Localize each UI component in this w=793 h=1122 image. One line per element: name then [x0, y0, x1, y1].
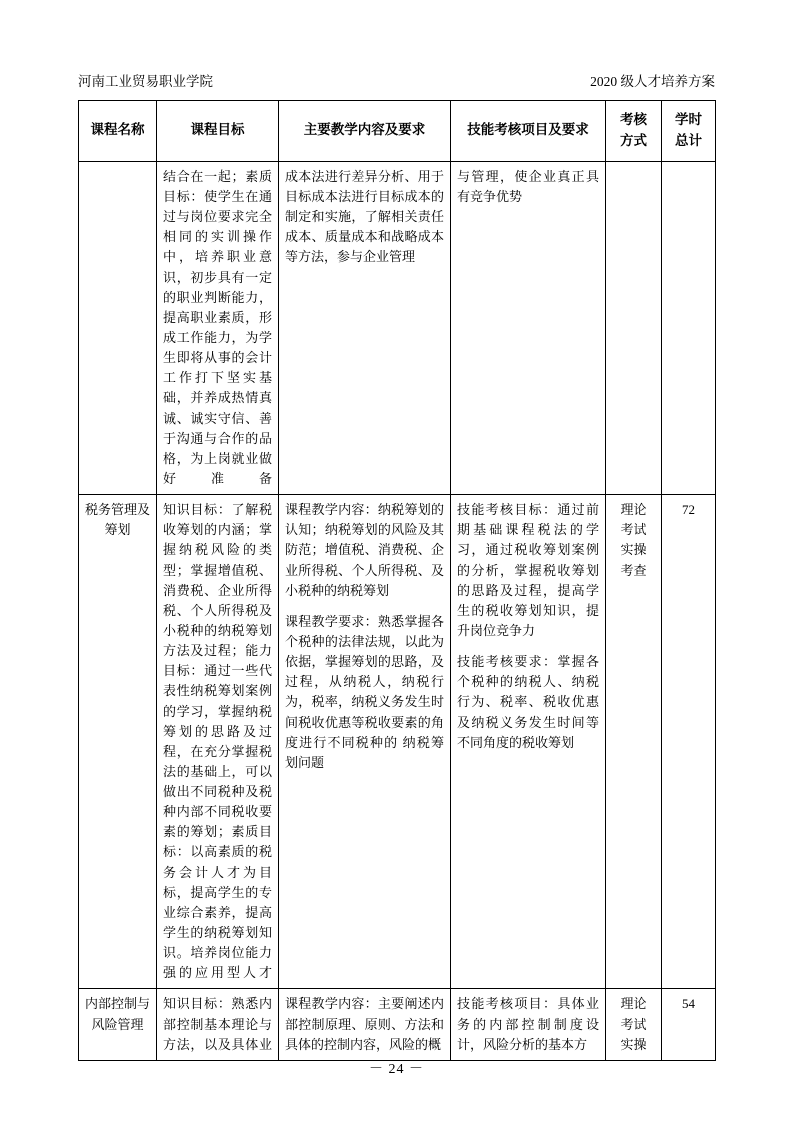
cell-teaching-content: 成本法进行差异分析、用于目标成本法进行目标成本的制定和实施，了解相关责任成本、质量成本和战略成本等方法，参与企业管理 [279, 161, 451, 494]
column-header-teaching-content: 主要教学内容及要求 [279, 101, 451, 162]
header-institution: 河南工业贸易职业学院 [78, 74, 213, 89]
cell-total-hours: 72 [662, 495, 716, 989]
assessment-method-line1: 考核 [620, 112, 647, 127]
page-header [78, 68, 715, 90]
assessment-method-line: 考试 [620, 1016, 647, 1032]
assessment-method-line: 实操 [620, 1036, 647, 1052]
column-header-total-hours [662, 101, 716, 162]
assessment-method-line: 考试 [620, 522, 647, 538]
cell-teaching-content [279, 495, 451, 989]
column-header-skill-assessment: 技能考核项目及要求 [451, 101, 606, 162]
cell-assessment-method [606, 495, 662, 989]
cell-course-goal: 结合在一起；素质目标：使学生在通过与岗位要求完全相同的实训操作中，培养职业意识，初步具有一定的职业判断能力，提高职业素质，形成工作能力，为学生即将从事的会计工作打下坚实基础，并养成热情真诚、诚实守信、善于沟通与合作的品格，为上岗就业做好准备 [157, 161, 279, 494]
skill-assessment-paragraph-1: 技能考核目标：通过前期基础课程税法的学习，通过税收筹划案例的分析，掌握税收筹划的思路及过程，提高学生的税收筹划知识，提升岗位竞争力 [457, 502, 599, 638]
table-row [79, 161, 716, 494]
assessment-method-line: 实操 [620, 542, 647, 558]
cell-assessment-method [606, 161, 662, 494]
cell-skill-assessment: 与管理，使企业真正具有竞争优势 [451, 161, 606, 494]
teaching-content-paragraph-2: 课程教学要求：熟悉掌握各个税种的法律法规，以此为依据，掌握筹划的思路，及过程，从纳税人，纳税行为，税率，纳税义务发生时间税收优惠等税收要素的角度进行不同税种的 纳税筹划问题 [285, 613, 444, 770]
assessment-method-line: 理论 [620, 502, 647, 518]
total-hours-line2: 总计 [675, 132, 702, 148]
assessment-method-line: 理论 [620, 996, 647, 1012]
cell-assessment-method [606, 989, 662, 1060]
table-row [79, 989, 716, 1060]
cell-course-goal: 知识目标：了解税收筹划的内涵；掌握纳税风险的类型；掌握增值税、消费税、企业所得税、个人所得税及小税种的纳税筹划方法及过程；能力目标：通过一些代表性纳税筹划案例的学习，掌握纳税筹划的思路及过程，在充分掌握税法的基础上，可以做出不同税种及税种内部不同税收要素的筹划；素质目标：以高素质的税务会计人才为目标，提高学生的专业综合素养，提高学生的纳税筹划知识。培养岗位能力强的应用型人才 [157, 495, 279, 989]
cell-course-name: 内部控制与风险管理 [79, 989, 157, 1060]
column-header-course-name: 课程名称 [79, 101, 157, 162]
table-header-row [79, 101, 716, 162]
cell-skill-assessment: 技能考核项目：具体业务的内部控制制度设计，风险分析的基本方 [451, 989, 606, 1060]
total-hours-line1: 学时 [675, 112, 702, 127]
assessment-method-line2: 方式 [620, 132, 647, 148]
cell-total-hours: 54 [662, 989, 716, 1060]
cell-course-goal: 知识目标：熟悉内部控制基本理论与方法，以及具体业 [157, 989, 279, 1060]
cell-teaching-content: 课程教学内容：主要阐述内部控制原理、原则、方法和具体的控制内容，风险的概 [279, 989, 451, 1060]
column-header-assessment-method [606, 101, 662, 162]
page-footer [0, 1058, 793, 1078]
table-row [79, 495, 716, 989]
curriculum-table [78, 100, 716, 1061]
header-document-title: 2020 级人才培养方案 [590, 74, 715, 89]
assessment-method-line: 考查 [620, 562, 647, 578]
teaching-content-paragraph-1: 课程教学内容：纳税筹划的认知；纳税筹划的风险及其防范；增值税、消费税、企业所得税、个人所得税、及小税种的纳税筹划 [285, 502, 444, 598]
cell-total-hours [662, 161, 716, 494]
cell-skill-assessment [451, 495, 606, 989]
skill-assessment-paragraph-2: 技能考核要求：掌握各个税种的纳税人、纳税行为、税率、税收优惠及纳税义务发生时间等不同角度的税收筹划 [457, 654, 599, 750]
cell-course-name [79, 161, 157, 494]
cell-course-name: 税务管理及筹划 [79, 495, 157, 989]
column-header-course-goal: 课程目标 [157, 101, 279, 162]
page-number: － 24 － [369, 1062, 424, 1077]
